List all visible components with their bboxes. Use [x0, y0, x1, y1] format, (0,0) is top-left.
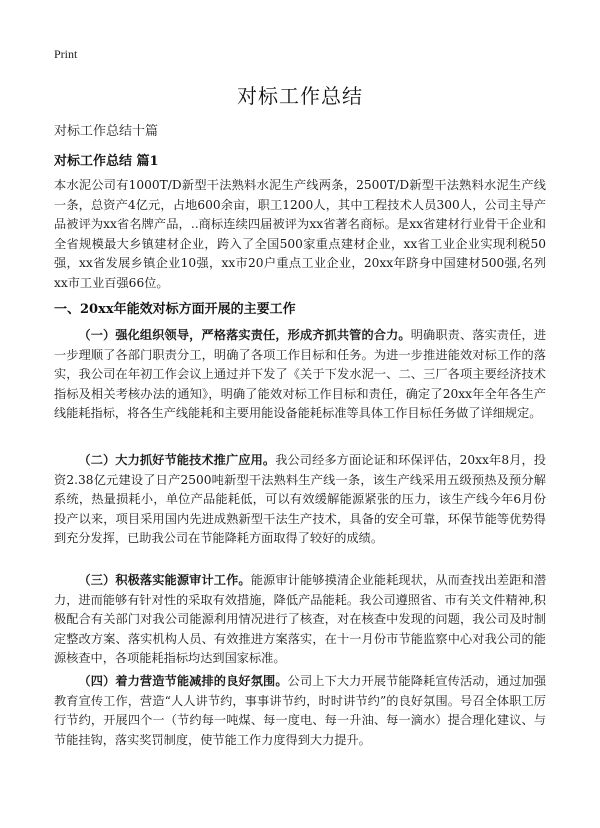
- paragraph-3-lead: （三）积极落实能源审计工作。: [78, 573, 251, 587]
- part-heading: 一、20xx年能效对标方面开展的主要工作: [54, 302, 296, 317]
- print-link[interactable]: Print: [54, 47, 78, 61]
- document-title: 对标工作总结: [237, 84, 363, 108]
- paragraph-1-lead: （一）强化组织领导，严格落实责任，形成齐抓共管的合力。: [78, 328, 411, 342]
- paragraph-3-text: 能源审计能够摸清企业能耗现状，从而查找出差距和潜力，进而能够有针对性的采取有效措施，降低产品能耗。我公司遵照省、市有关文件精神,积极配合有关部门对我公司能源利用情况进行了核查，对在核查中发现的问题，我公司及时制定整改方案、落实机构人员、有效推进方案落实，在十一月份市节能监察中心对我公司的能源核查中，各项能耗指标均达到国家标准。: [54, 573, 547, 665]
- paragraph-1-text: 明确职责、落实责任，进一步理顺了各部门职责分工，明确了各项工作目标和任务。为进一步推进能效对标工作的落实，我公司在年初工作会议上通过并下发了《关于下发水泥一、二、三厂各项主要经济技术指标及相关考核办法的通知》，明确了能效对标工作目标和责任，确定了20xx年全年各生产线能耗指标，将各生产线能耗和主要用能设备能耗标准等具体工作目标任务做了详细规定。: [54, 328, 547, 420]
- paragraph-2-text: 我公司经多方面论证和环保评估，20xx年8月，投资2.38亿元建设了日产2500吨新型干法熟料生产线一条，该生产线采用五级预热及预分解系统，热量损耗小，单位产品能耗低，可以有效缓解能源紧张的压力，该生产线今年6月份投产以来，项目采用国内先进成熟新型干法生产技术，具备的安全可靠，环保节能等优势得到充分发挥，已助我公司在节能降耗方面取得了较好的成绩。: [54, 453, 546, 545]
- paragraph-4-lead: （四）着力营造节能减排的良好氛围。: [78, 674, 288, 688]
- paragraph-3: [54, 571, 546, 669]
- paragraph-1: [54, 326, 546, 424]
- intro-paragraph: 本水泥公司有1000T/D新型干法熟料水泥生产线两条，2500T/D新型干法熟料水泥生产线一条，总资产4亿元，占地600余亩，职工1200人，其中工程技术人员300人，公司主导产品被评为xx省名牌产品，..商标连续四届被评为xx省著名商标。是xx省建材行业骨干企业和全省规模最大乡镇建材企业，跨入了全国500家重点建材企业，xx省工业企业实现利税50强，xx省发展乡镇企业10强，xx市20户重点工业企业，20xx年跻身中国建材500强,名列xx市工业百强66位。: [54, 178, 546, 290]
- paragraph-2-lead: （二）大力抓好节能技术推广应用。: [78, 453, 276, 467]
- document-subtitle: 对标工作总结十篇: [54, 124, 159, 139]
- paragraph-2: [54, 451, 546, 549]
- paragraph-4: [54, 672, 546, 750]
- section-heading: 对标工作总结 篇1: [54, 154, 159, 169]
- paragraph-4-text: 公司上下大力开展节能降耗宣传活动，通过加强教育宣传工作，营造“人人讲节约，事事讲节约，时时讲节约”的良好氛围。号召全体职工厉行节约，开展四个一（节约每一吨煤、每一度电、每一升油、每一滴水）提合理化建议、与节能挂钩，落实奖罚制度，使节能工作力度得到大力提升。: [54, 674, 547, 747]
